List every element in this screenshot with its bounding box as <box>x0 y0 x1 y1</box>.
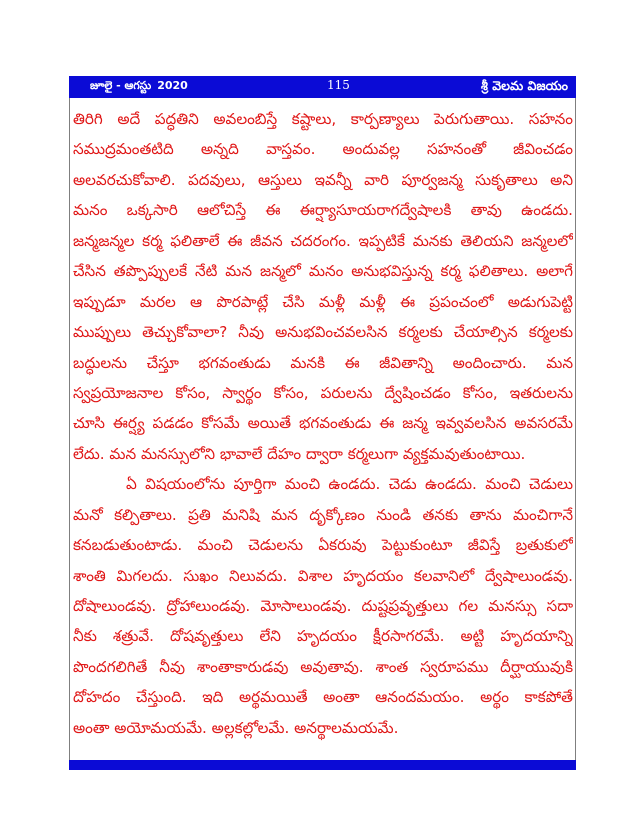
text-line: స్వప్రయోజనాల కోసం, స్వార్థం కోసం, పరులను ద్వేషించడం కోసం, ఇతరులను <box>73 383 573 402</box>
text-line: ముప్పులు తెచ్చుకోవాలా? నీవు అనుభవించవలసిన కర్మలకు చేయాల్సిన కర్మలకు <box>73 323 573 342</box>
text-line: మనో కల్పితాలు. ప్రతి మనిషి మన దృక్కోణం నుండి తనకు తాను మంచిగానే <box>73 505 573 524</box>
text-line: అంతా అయోమయమే. అల్లకల్లోలమే. అనర్థాలమయమే. <box>73 718 399 737</box>
issue-date <box>90 79 188 95</box>
text-line: కనబడుతుంటాడు. మంచి చెడులను ఏకరువు పెట్టుకుంటూ జీవిస్తే బ్రతుకులో <box>73 536 573 555</box>
issue-months: జూలై - ఆగస్టు <box>90 79 152 92</box>
header-bar <box>69 76 576 98</box>
issue-year: 2020 <box>157 79 188 92</box>
text-line: చూసి ఈర్ష్య పడడం కోసమే అయితే భగవంతుడు ఈ జన్మ ఇవ్వవలసిన అవసరమే <box>73 414 573 433</box>
text-line: లేదు. మన మనస్సులోని భావాలే దేహం ద్వారా కర్మలుగా వ్యక్తమవుతుంటాయి. <box>73 444 526 463</box>
text-line: ఏ విషయంలోను పూర్తిగా మంచి ఉండదు. చెడు ఉండదు. మంచి చెడులు <box>126 475 573 494</box>
footer-bar <box>69 760 576 770</box>
text-line: జన్మజన్మల కర్మ ఫలితాలే ఈ జీవన చదరంగం. ఇప్పటికే మనకు తెలియని జన్మలలో <box>73 231 573 250</box>
text-line: శాంతి మిగలదు. సుఖం నిలువదు. విశాల హృదయం కలవానిలో ద్వేషాలుండవు. <box>73 566 573 585</box>
text-line: నీకు శత్రువే. దోషవృత్తులు లేని హృదయం క్షీరసాగరమే. అట్టి హృదయాన్ని <box>73 627 573 646</box>
magazine-title: శ్రీ వెలమ విజయం <box>481 78 568 93</box>
text-line: మనం ఒక్కసారి ఆలోచిస్తే ఈ ఈర్ష్యాసూయరాగద్వేషాలకి తావు ఉండదు. <box>73 201 573 220</box>
text-line: అలవరచుకోవాలి. పదవులు, ఆస్తులు ఇవన్నీ వారి పూర్వజన్మ సుకృతాలు అని <box>73 170 573 189</box>
text-line: ఇప్పుడూ మరల ఆ పొరపాట్లే చేసి మళ్లీ మళ్లీ ఈ ప్రపంచంలో అడుగుపెట్టి <box>73 292 573 311</box>
article-body <box>73 104 573 743</box>
text-line: బద్ధులను చేస్తూ భగవంతుడు మనకి ఈ జీవితాన్ని అందించారు. మన <box>73 353 573 372</box>
page-number: 115 <box>327 78 350 92</box>
text-line: సముద్రమంతటిది అన్నది వాస్తవం. అందువల్ల సహనంతో జీవించడం <box>73 140 573 159</box>
text-line: చేసిన తప్పొప్పులకే నేటి మన జన్మలో మనం అనుభవిస్తున్న కర్మ ఫలితాలు. అలాగే <box>73 262 573 281</box>
text-line: తిరిగి అదే పద్ధతిని అవలంబిస్తే కష్టాలు, కార్పణ్యాలు పెరుగుతాయి. సహనం <box>73 110 573 128</box>
text-line: దోహదం చేస్తుంది. ఇది అర్థమయితే అంతా ఆనందమయం. అర్థం కాకపోతే <box>73 688 573 707</box>
text-line: దోషాలుండవు. ద్రోహాలుండవు. మోసాలుండవు. దుష్టప్రవృత్తులు గల మనస్సు సదా <box>73 597 573 615</box>
text-line: పొందగలిగితే నీవు శాంతాకారుడవు అవుతావు. శాంత స్వరూపము దీర్ఘాయువుకి <box>73 657 573 676</box>
